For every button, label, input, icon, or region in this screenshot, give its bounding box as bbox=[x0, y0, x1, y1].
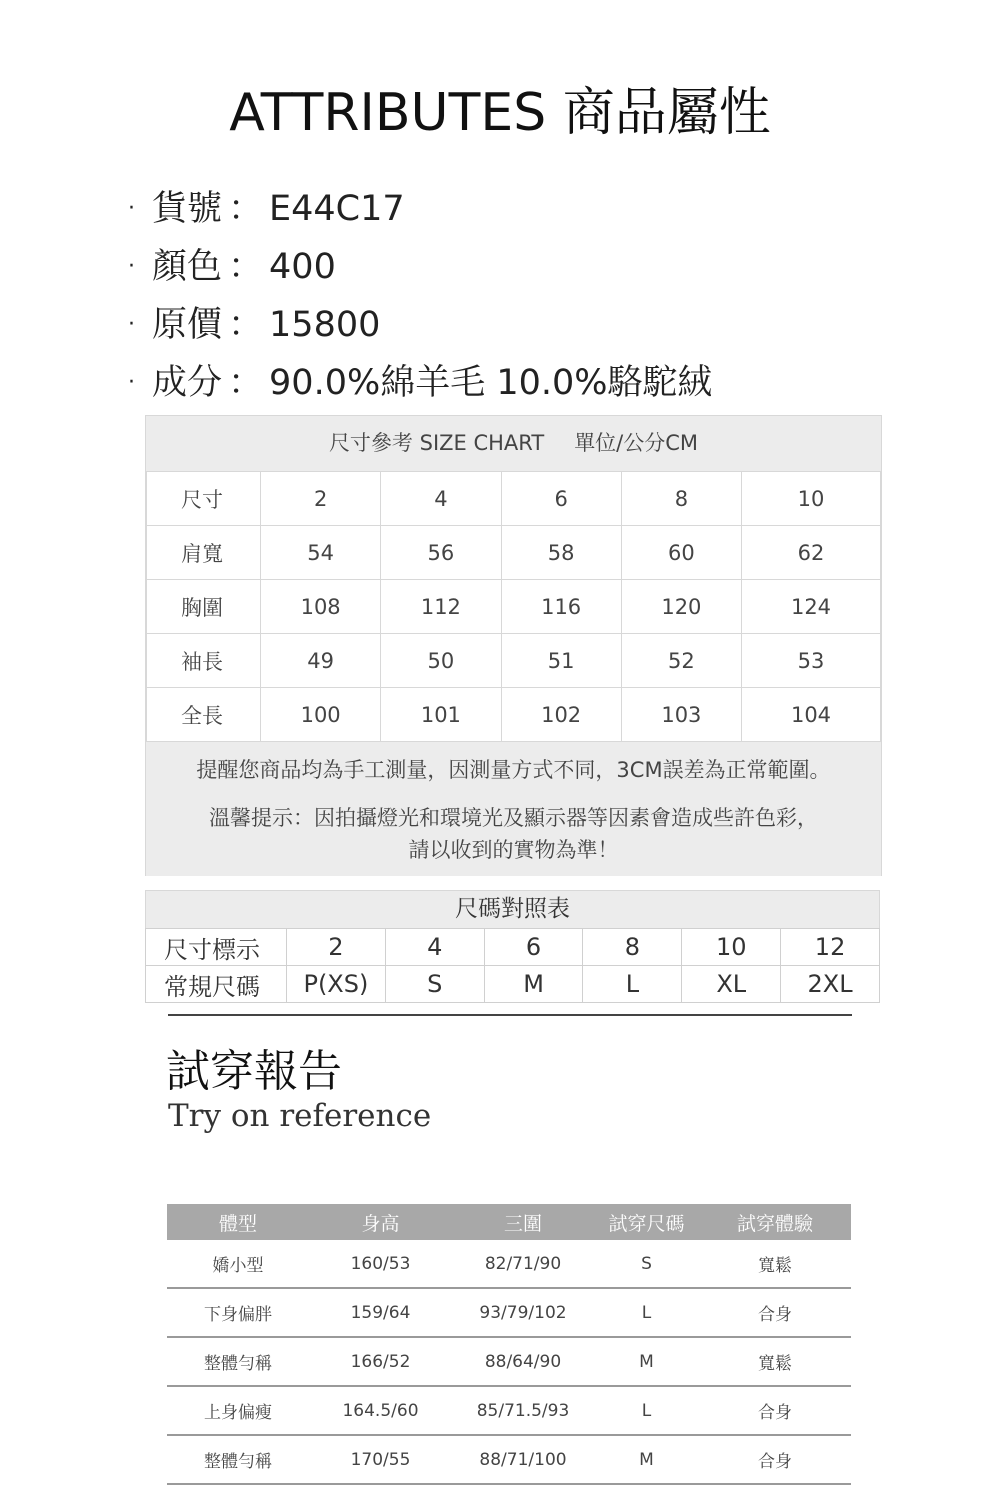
size-compare-chart bbox=[145, 890, 880, 1003]
table-cell: 104 bbox=[742, 688, 881, 742]
attribute-value: 400 bbox=[269, 247, 336, 287]
table-cell: M bbox=[594, 1337, 699, 1386]
page-title: ATTRIBUTES 商品屬性 bbox=[229, 83, 771, 143]
attribute-label: 成分 bbox=[152, 363, 223, 403]
size-chart bbox=[145, 415, 882, 876]
section-divider bbox=[168, 1014, 852, 1016]
table-cell: 108 bbox=[261, 580, 381, 634]
attribute-separator: ： bbox=[228, 305, 264, 345]
table-row bbox=[167, 1288, 851, 1337]
size-chart-title: 尺寸參考 SIZE CHART bbox=[328, 431, 545, 455]
bullet-icon: · bbox=[128, 196, 135, 221]
table-cell: 6 bbox=[484, 929, 583, 966]
table-row bbox=[167, 1435, 851, 1484]
color-note-line2: 請以收到的實物為準！ bbox=[408, 838, 619, 862]
table-cell: 10 bbox=[682, 929, 781, 966]
table-cell: 上身偏瘦 bbox=[167, 1386, 309, 1435]
row-label: 尺寸 bbox=[147, 472, 261, 526]
try-on-subtitle: Try on reference bbox=[168, 1098, 432, 1134]
table-cell: 51 bbox=[501, 634, 621, 688]
try-on-table bbox=[167, 1204, 851, 1485]
table-cell: 寬鬆 bbox=[699, 1337, 851, 1386]
table-row bbox=[146, 966, 880, 1003]
attribute-value: E44C17 bbox=[269, 189, 405, 229]
table-row bbox=[167, 1240, 851, 1288]
table-cell: 116 bbox=[501, 580, 621, 634]
attribute-separator: ： bbox=[228, 189, 264, 229]
table-cell: 12 bbox=[781, 929, 880, 966]
attribute-label: 顏色 bbox=[152, 247, 223, 287]
table-cell: 54 bbox=[261, 526, 381, 580]
table-cell: L bbox=[594, 1288, 699, 1337]
size-chart-notes bbox=[146, 742, 881, 876]
measurement-note: 提醒您商品均為手工測量，因測量方式不同，3CM誤差為正常範圍。 bbox=[196, 758, 831, 782]
table-cell: 整體勻稱 bbox=[167, 1435, 309, 1484]
row-label: 常規尺碼 bbox=[146, 966, 287, 1003]
table-cell: 56 bbox=[381, 526, 501, 580]
table-row bbox=[167, 1386, 851, 1435]
table-cell: 2 bbox=[287, 929, 386, 966]
table-cell: 2XL bbox=[781, 966, 880, 1003]
table-cell: L bbox=[594, 1386, 699, 1435]
table-row bbox=[147, 634, 881, 688]
bullet-icon: · bbox=[128, 312, 135, 337]
attribute-separator: ： bbox=[228, 363, 264, 403]
table-cell: 50 bbox=[381, 634, 501, 688]
table-cell: 100 bbox=[261, 688, 381, 742]
table-cell: 101 bbox=[381, 688, 501, 742]
attribute-value: 90.0%綿羊毛 10.0%駱駝絨 bbox=[269, 363, 713, 403]
table-cell: 49 bbox=[261, 634, 381, 688]
table-cell: 124 bbox=[742, 580, 881, 634]
attribute-value: 15800 bbox=[269, 305, 381, 345]
table-header-row bbox=[167, 1204, 851, 1240]
table-cell: 88/71/100 bbox=[452, 1435, 594, 1484]
size-chart-unit: 單位/公分CM bbox=[574, 431, 699, 455]
table-row bbox=[147, 526, 881, 580]
table-cell: 82/71/90 bbox=[452, 1240, 594, 1288]
row-label: 袖長 bbox=[147, 634, 261, 688]
table-cell: 合身 bbox=[699, 1288, 851, 1337]
column-header: 試穿尺碼 bbox=[594, 1204, 699, 1240]
table-row bbox=[147, 580, 881, 634]
attribute-item bbox=[128, 359, 713, 417]
table-row bbox=[146, 929, 880, 966]
table-cell: 166/52 bbox=[309, 1337, 452, 1386]
bullet-icon: · bbox=[128, 370, 135, 395]
table-cell: 53 bbox=[742, 634, 881, 688]
attribute-separator: ： bbox=[228, 247, 264, 287]
table-cell: 93/79/102 bbox=[452, 1288, 594, 1337]
table-row bbox=[147, 472, 881, 526]
table-cell: 整體勻稱 bbox=[167, 1337, 309, 1386]
try-on-title: 試穿報告 bbox=[166, 1046, 342, 1097]
table-cell: L bbox=[583, 966, 682, 1003]
table-cell: 58 bbox=[501, 526, 621, 580]
table-cell: 52 bbox=[621, 634, 741, 688]
table-cell: 嬌小型 bbox=[167, 1240, 309, 1288]
table-cell: S bbox=[385, 966, 484, 1003]
table-cell: 寬鬆 bbox=[699, 1240, 851, 1288]
size-chart-header bbox=[146, 416, 881, 471]
size-chart-table bbox=[146, 471, 881, 742]
column-header: 體型 bbox=[167, 1204, 309, 1240]
table-cell: 6 bbox=[501, 472, 621, 526]
table-cell: XL bbox=[682, 966, 781, 1003]
attribute-item bbox=[128, 243, 713, 301]
table-cell: 170/55 bbox=[309, 1435, 452, 1484]
attribute-item bbox=[128, 301, 713, 359]
table-cell: 60 bbox=[621, 526, 741, 580]
size-compare-title: 尺碼對照表 bbox=[145, 890, 880, 928]
table-cell: 4 bbox=[385, 929, 484, 966]
table-cell: 2 bbox=[261, 472, 381, 526]
table-cell: 4 bbox=[381, 472, 501, 526]
table-cell: 102 bbox=[501, 688, 621, 742]
table-row bbox=[167, 1337, 851, 1386]
table-cell: 62 bbox=[742, 526, 881, 580]
table-cell: 8 bbox=[621, 472, 741, 526]
table-cell: 合身 bbox=[699, 1435, 851, 1484]
bullet-icon: · bbox=[128, 254, 135, 279]
attribute-item bbox=[128, 185, 713, 243]
table-cell: 8 bbox=[583, 929, 682, 966]
attribute-label: 原價 bbox=[152, 305, 223, 345]
attribute-list bbox=[128, 185, 713, 417]
table-cell: 120 bbox=[621, 580, 741, 634]
row-label: 肩寬 bbox=[147, 526, 261, 580]
table-cell: 112 bbox=[381, 580, 501, 634]
size-compare-table bbox=[145, 928, 880, 1003]
row-label: 胸圍 bbox=[147, 580, 261, 634]
table-cell: 10 bbox=[742, 472, 881, 526]
table-cell: M bbox=[594, 1435, 699, 1484]
attribute-label: 貨號 bbox=[152, 189, 223, 229]
column-header: 身高 bbox=[309, 1204, 452, 1240]
color-note-line1: 溫馨提示：因拍攝燈光和環境光及顯示器等因素會造成些許色彩， bbox=[209, 806, 818, 830]
table-cell: 160/53 bbox=[309, 1240, 452, 1288]
column-header: 試穿體驗 bbox=[699, 1204, 851, 1240]
table-row bbox=[147, 688, 881, 742]
table-cell: 164.5/60 bbox=[309, 1386, 452, 1435]
column-header: 三圍 bbox=[452, 1204, 594, 1240]
table-cell: S bbox=[594, 1240, 699, 1288]
row-label: 尺寸標示 bbox=[146, 929, 287, 966]
table-cell: 159/64 bbox=[309, 1288, 452, 1337]
table-cell: M bbox=[484, 966, 583, 1003]
table-cell: 85/71.5/93 bbox=[452, 1386, 594, 1435]
row-label: 全長 bbox=[147, 688, 261, 742]
table-cell: 合身 bbox=[699, 1386, 851, 1435]
table-cell: 103 bbox=[621, 688, 741, 742]
table-cell: P(XS) bbox=[287, 966, 386, 1003]
table-cell: 88/64/90 bbox=[452, 1337, 594, 1386]
table-cell: 下身偏胖 bbox=[167, 1288, 309, 1337]
